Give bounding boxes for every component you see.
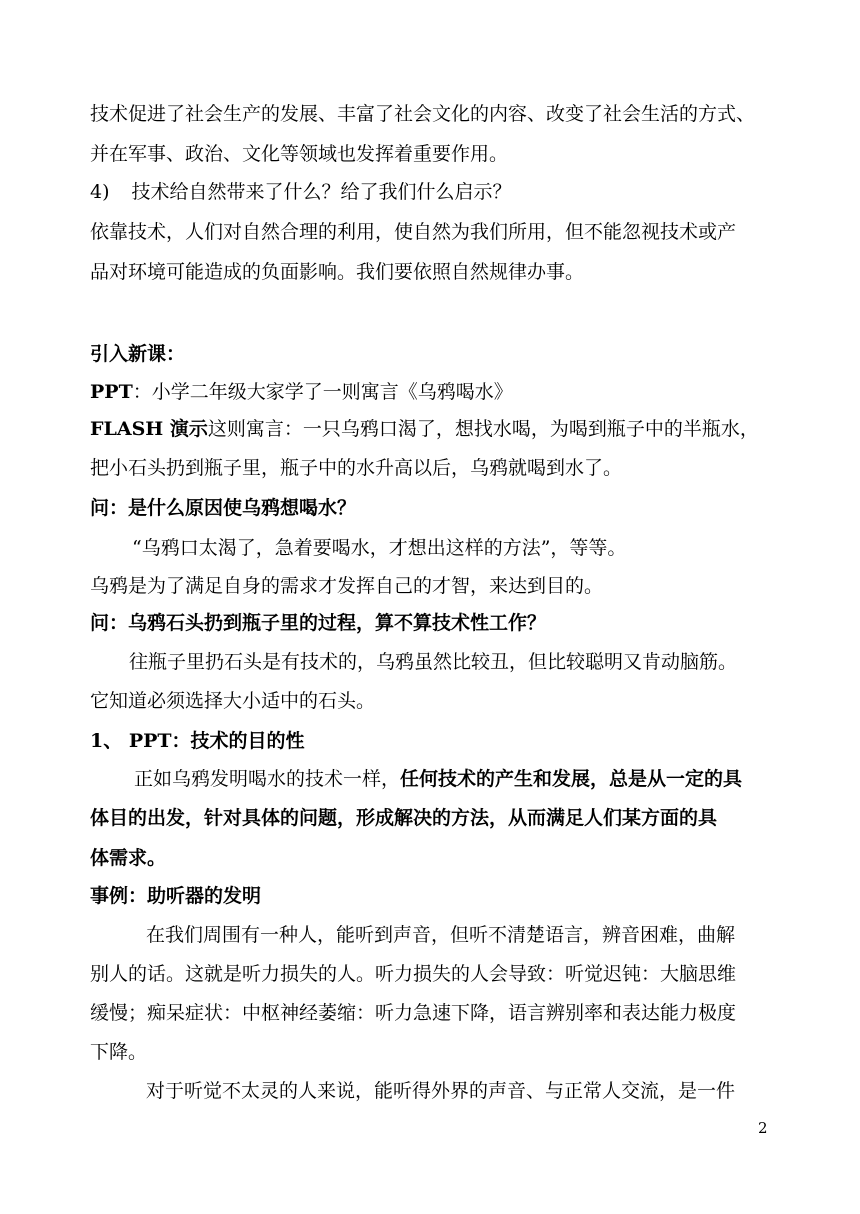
text-line: 在我们周围有一种人，能听到声音，但听不清楚语言，辨音困难，曲解 [146,924,736,946]
list-number: 4) [90,181,110,203]
page-number: 2 [758,1119,768,1137]
text-span: 正如乌鸦发明喝水的技术一样， [134,768,401,790]
text-span: ：小学二年级大家学了一则寓言《乌鸦喝水》 [132,381,513,403]
text-span: 这则寓言：一只乌鸦口渴了，想找水喝，为喝到瓶子中的半瓶水， [207,418,759,440]
text-line: 乌鸦是为了满足自身的需求才发挥自己的才智，来达到目的。 [90,575,604,597]
text-line: 往瓶子里扔石头是有技术的，乌鸦虽然比较丑，但比较聪明又肯动脑筋。 [129,651,738,673]
text-line: 并在军事、政治、文化等领域也发挥着重要作用。 [90,143,509,165]
text-line: 缓慢；痴呆症状：中枢神经萎缩：听力急速下降，语言辨别率和表达能力极度 [90,1002,737,1024]
example-heading: 事例：助听器的发明 [90,885,262,907]
emphasis-line: 体目的出发，针对具体的问题，形成解决的方法，从而满足人们某方面的具 [90,807,718,829]
question-text: 技术给自然带来了什么？给了我们什么启示？ [131,181,512,203]
text-line: 它知道必须选择大小适中的石头。 [90,690,376,712]
ppt-label: PPT [90,381,133,403]
numbered-heading: 1、 PPT：技术的目的性 [90,730,305,752]
text-line: 下降。 [90,1041,148,1063]
emphasis-text: 任何技术的产生和发展，总是从一定的具 [400,768,743,790]
section-heading: 引入新课： [90,343,186,365]
text-line: 技术促进了社会生产的发展、丰富了社会文化的内容、改变了社会生活的方式、 [90,103,756,125]
text-line: 依靠技术，人们对自然合理的利用，使自然为我们所用，但不能忽视技术或产 [90,221,737,243]
flash-label: FLASH 演示 [90,418,208,440]
emphasis-line: 体需求。 [90,847,167,869]
text-line: 对于听觉不太灵的人来说，能听得外界的声音、与正常人交流，是一件 [146,1080,736,1102]
text-line [134,766,742,792]
text-line [90,379,513,405]
text-line [90,416,759,442]
text-line: 别人的话。这就是听力损失的人。听力损失的人会导致：听觉迟钝：大脑思维 [90,963,737,985]
numbered-question [90,179,512,205]
text-line: 品对环境可能造成的负面影响。我们要依照自然规律办事。 [90,261,585,283]
text-line: “乌鸦口太渴了，急着要喝水，才想出这样的方法”，等等。 [132,537,627,559]
question-heading: 问：是什么原因使乌鸦想喝水？ [90,497,357,519]
question-heading: 问：乌鸦石头扔到瓶子里的过程，算不算技术性工作？ [90,612,547,634]
text-line: 把小石头扔到瓶子里，瓶子中的水升高以后，乌鸦就喝到水了。 [90,457,623,479]
